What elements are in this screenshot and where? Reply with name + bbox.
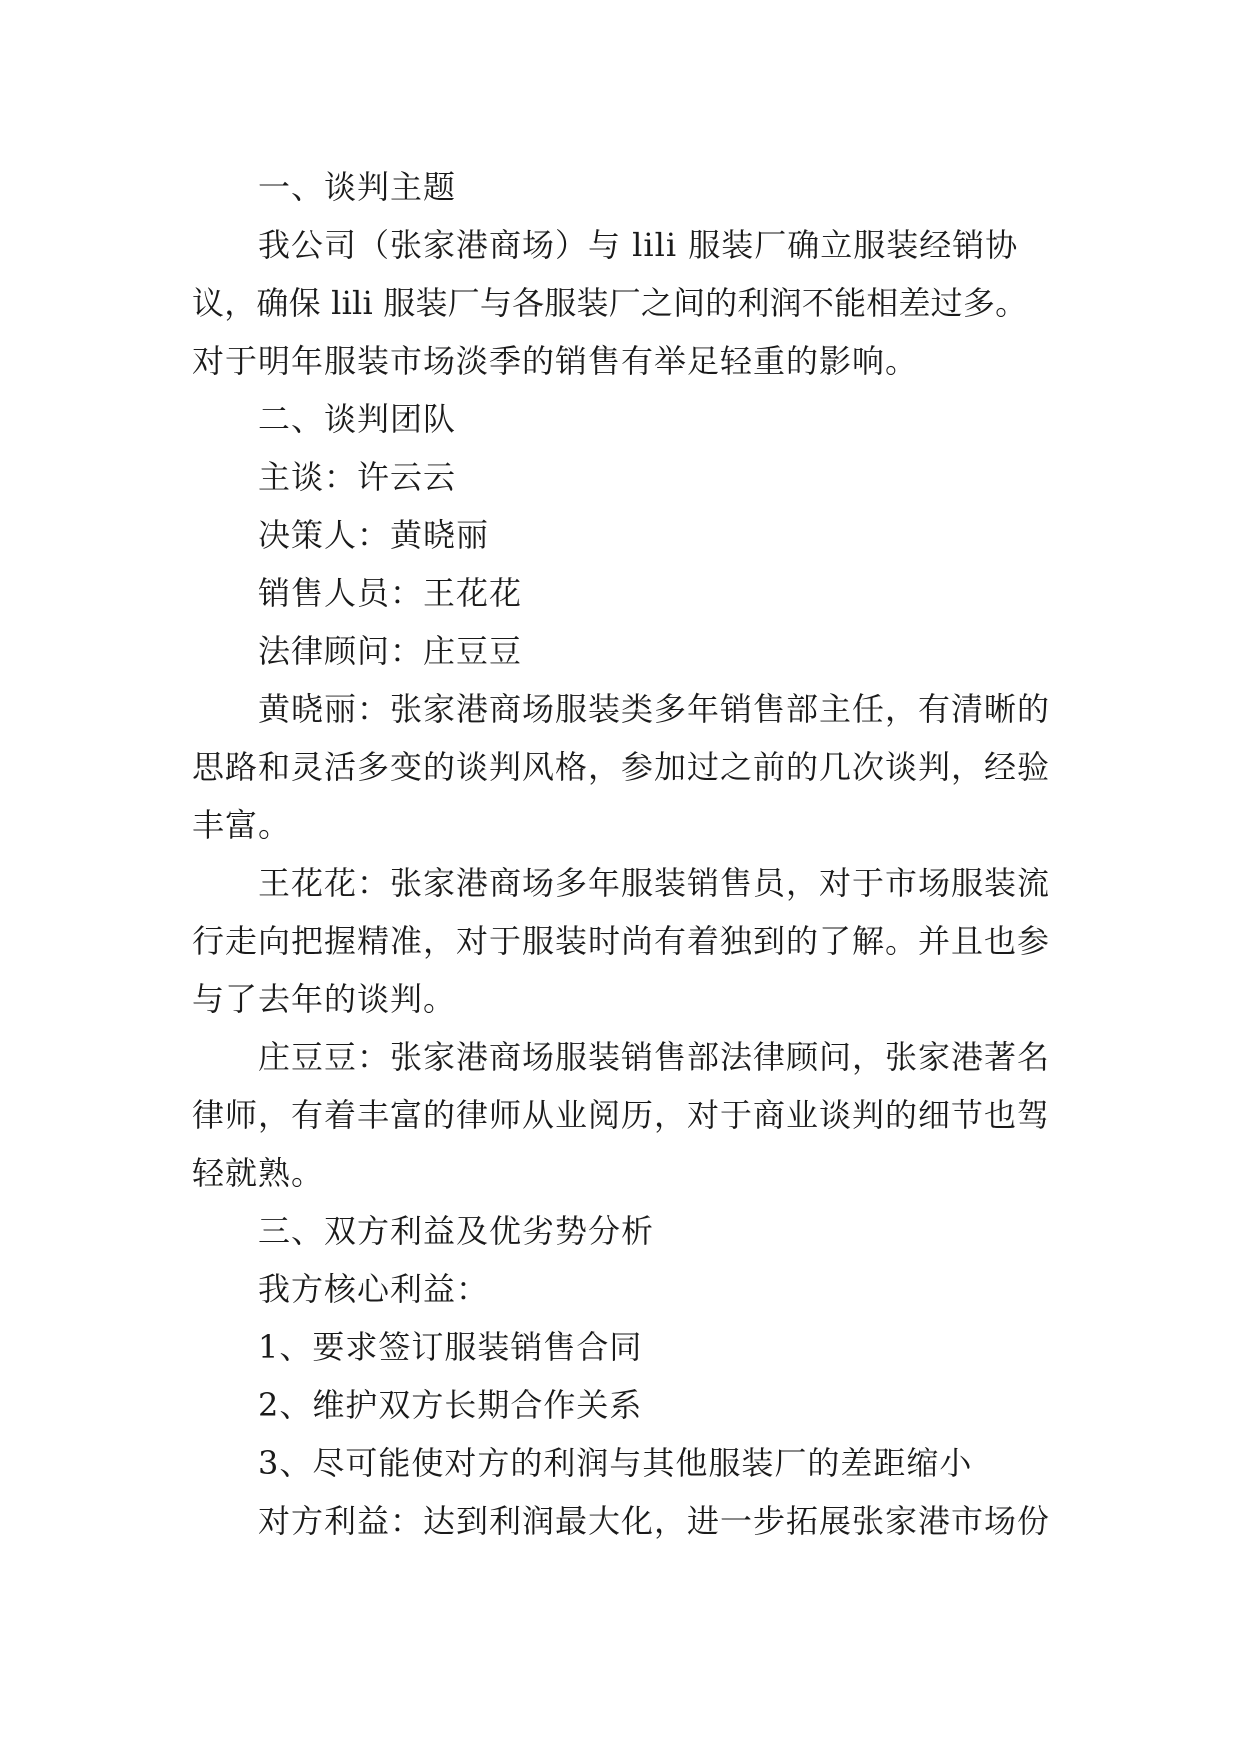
section-heading-negotiation-team: 二、谈判团队: [258, 400, 457, 438]
team-member-lead: 主谈：许云云: [258, 458, 457, 496]
paragraph-line: 与了去年的谈判。: [192, 980, 457, 1018]
list-item: 2、维护双方长期合作关系: [258, 1386, 643, 1424]
paragraph-line: 对方利益：达到利润最大化，进一步拓展张家港市场份: [258, 1502, 1051, 1540]
paragraph-line: 王花花：张家港商场多年服装销售员，对于市场服装流: [258, 864, 1051, 902]
document-body: [192, 158, 1058, 1550]
section-heading-negotiation-topic: 一、谈判主题: [258, 168, 457, 206]
paragraph-line: 轻就熟。: [192, 1154, 325, 1192]
paragraph-line: 议，确保 lili 服装厂与各服装厂之间的利润不能相差过多。: [192, 284, 1028, 322]
paragraph-line: 黄晓丽：张家港商场服装类多年销售部主任，有清晰的: [258, 690, 1051, 728]
paragraph-line: 思路和灵活多变的谈判风格，参加过之前的几次谈判，经验: [192, 748, 1051, 786]
team-member-decision-maker: 决策人：黄晓丽: [258, 516, 490, 554]
list-item: 1、要求签订服装销售合同: [258, 1328, 643, 1366]
paragraph-line: 丰富。: [192, 806, 292, 844]
team-member-sales: 销售人员：王花花: [258, 574, 523, 612]
paragraph-line: 行走向把握精准，对于服装时尚有着独到的了解。并且也参: [192, 922, 1051, 960]
paragraph-line: 庄豆豆：张家港商场服装销售部法律顾问，张家港著名: [258, 1038, 1051, 1076]
team-member-legal: 法律顾问：庄豆豆: [258, 632, 523, 670]
paragraph-line: 律师，有着丰富的律师从业阅历，对于商业谈判的细节也驾: [192, 1096, 1051, 1134]
subheading-core-interests: 我方核心利益：: [258, 1270, 490, 1308]
list-item: 3、尽可能使对方的利润与其他服装厂的差距缩小: [258, 1444, 973, 1482]
paragraph-line: 对于明年服装市场淡季的销售有举足轻重的影响。: [192, 342, 919, 380]
paragraph-line: 我公司（张家港商场）与 lili 服装厂确立服装经销协: [258, 226, 1019, 264]
section-heading-interests-analysis: 三、双方利益及优劣势分析: [258, 1212, 655, 1250]
